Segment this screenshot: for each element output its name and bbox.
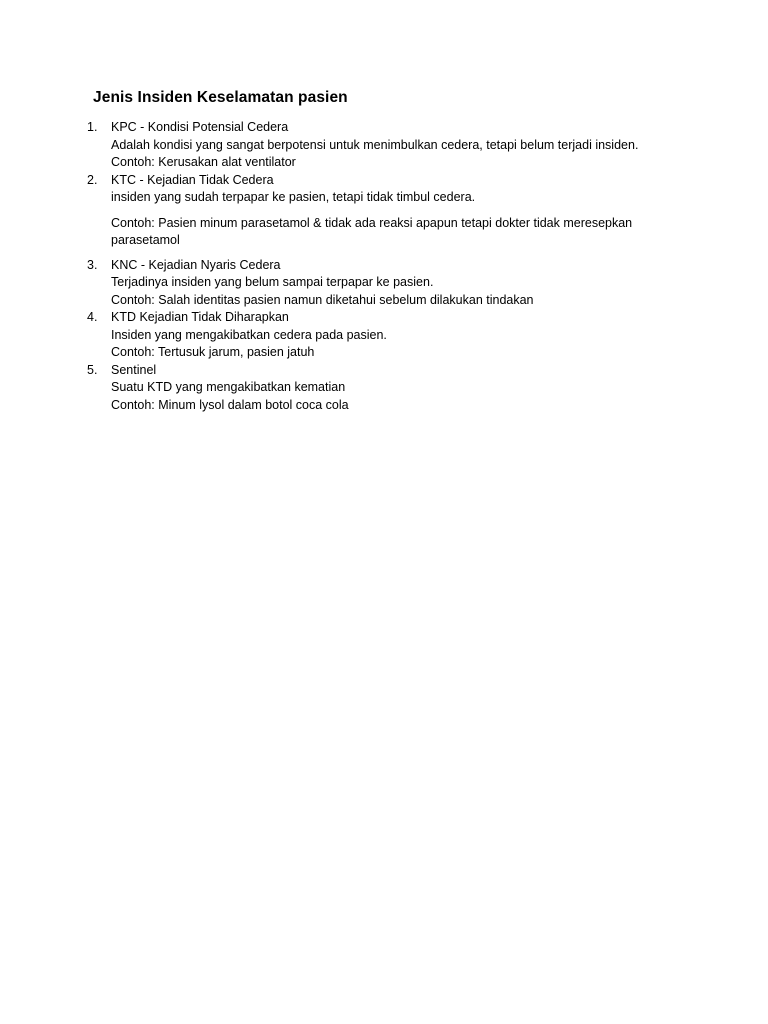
item-number: 4. <box>87 310 98 324</box>
item-number: 5. <box>87 362 98 377</box>
page-title: Jenis Insiden Keselamatan pasien <box>93 89 348 106</box>
item-body <box>111 362 691 415</box>
list-item <box>0 119 768 172</box>
item-heading: KPC - Kondisi Potensial Cedera <box>111 120 289 134</box>
item-example: Contoh: Tertusuk jarum, pasien jatuh <box>111 345 315 359</box>
item-body <box>111 119 691 172</box>
item-example: Contoh: Kerusakan alat ventilator <box>111 155 296 169</box>
item-example: Contoh: Minum lysol dalam botol coca cola <box>111 397 349 412</box>
list-item <box>0 257 768 310</box>
item-heading: KTD Kejadian Tidak Diharapkan <box>111 310 289 324</box>
item-heading: KTC - Kejadian Tidak Cedera <box>111 172 274 187</box>
item-description: Insiden yang mengakibatkan cedera pada pasien. <box>111 327 387 342</box>
item-body <box>111 257 691 310</box>
item-number: 1. <box>87 120 98 134</box>
list-item <box>0 172 768 250</box>
item-description: Adalah kondisi yang sangat berpotensi untuk menimbulkan cedera, tetapi belum terjadi insiden. <box>111 137 639 152</box>
incident-type-list <box>0 119 768 414</box>
item-heading: KNC - Kejadian Nyaris Cedera <box>111 257 281 272</box>
item-body <box>111 309 691 362</box>
item-description: Suatu KTD yang mengakibatkan kematian <box>111 380 346 394</box>
item-example: Contoh: Pasien minum parasetamol & tidak ada reaksi apapun tetapi dokter tidak meresepkan parasetamol <box>111 215 633 247</box>
item-heading: Sentinel <box>111 362 157 377</box>
item-description: insiden yang sudah terpapar ke pasien, tetapi tidak timbul cedera. <box>111 190 476 204</box>
list-item <box>0 309 768 362</box>
item-number: 2. <box>87 172 98 187</box>
item-description: Terjadinya insiden yang belum sampai terpapar ke pasien. <box>111 275 434 289</box>
item-example: Contoh: Salah identitas pasien namun diketahui sebelum dilakukan tindakan <box>111 292 534 307</box>
list-item <box>0 362 768 415</box>
item-number: 3. <box>87 257 98 272</box>
item-body <box>111 172 691 250</box>
